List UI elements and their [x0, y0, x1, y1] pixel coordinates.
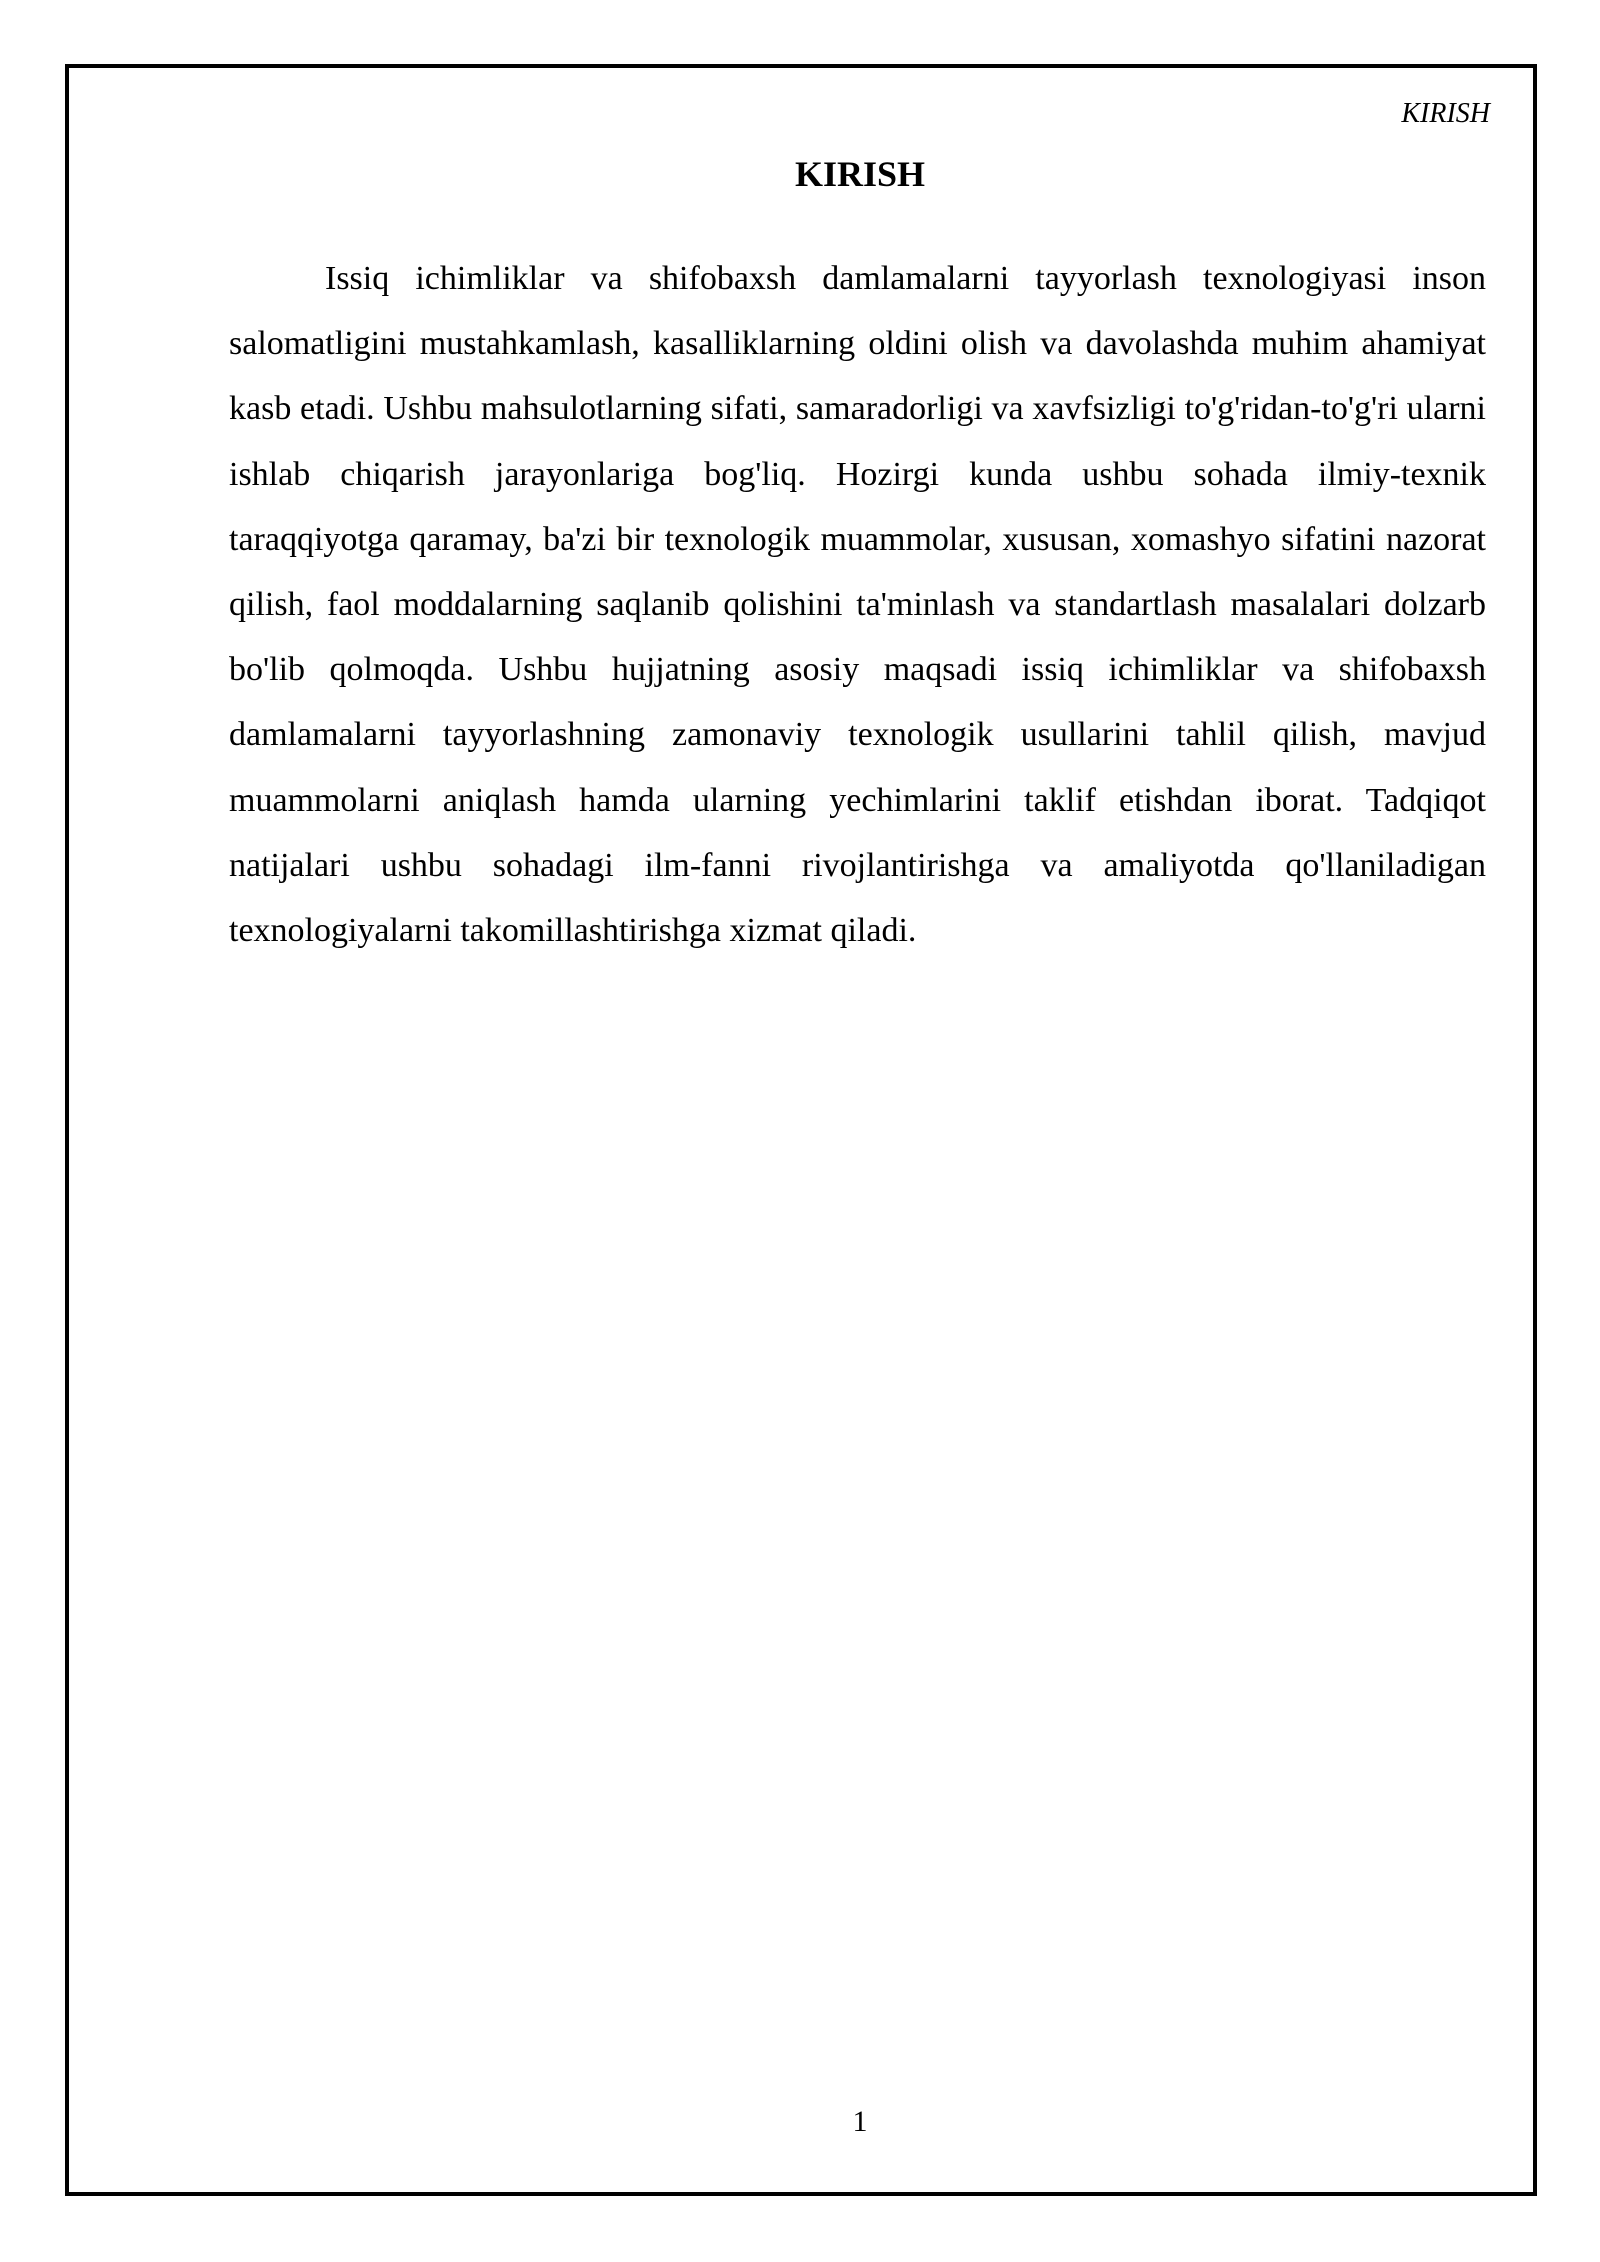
body-paragraph: Issiq ichimliklar va shifobaxsh damlamalarni tayyorlash texnologiyasi inson salomatligini mustahkamlash, kasalliklarning oldini olish va davolashda muhim ahamiyat kasb etadi. Ushbu mahsulotlarning sifati, samaradorligi va xavfsizligi to'g'ridan-to'g'ri ularni ishlab chiqarish jarayonlariga bog'liq. Hozirgi kunda ushbu sohada ilmiy-texnik taraqqiyotga qaramay, ba'zi bir texnologik muammolar, xususan, xomashyo sifatini nazorat qilish, faol moddalarning saqlanib qolishini ta'minlash va standartlash masalalari dolzarb bo'lib qolmoqda. Ushbu hujjatning asosiy maqsadi issiq ichimliklar va shifobaxsh damlamalarni tayyorlashning zamonaviy texnologik usullarini tahlil qilish, mavjud muammolarni aniqlash hamda ularning yechimlarini taklif etishdan iborat. Tadqiqot natijalari ushbu sohadagi ilm-fanni rivojlantirishga va amaliyotda qo'llaniladigan texnologiyalarni takomillashtirishga xizmat qiladi.	[229, 260, 1486, 950]
page-number: 1	[852, 2105, 868, 2138]
running-header: KIRISH	[1401, 98, 1490, 129]
page-title: KIRISH	[794, 154, 926, 194]
